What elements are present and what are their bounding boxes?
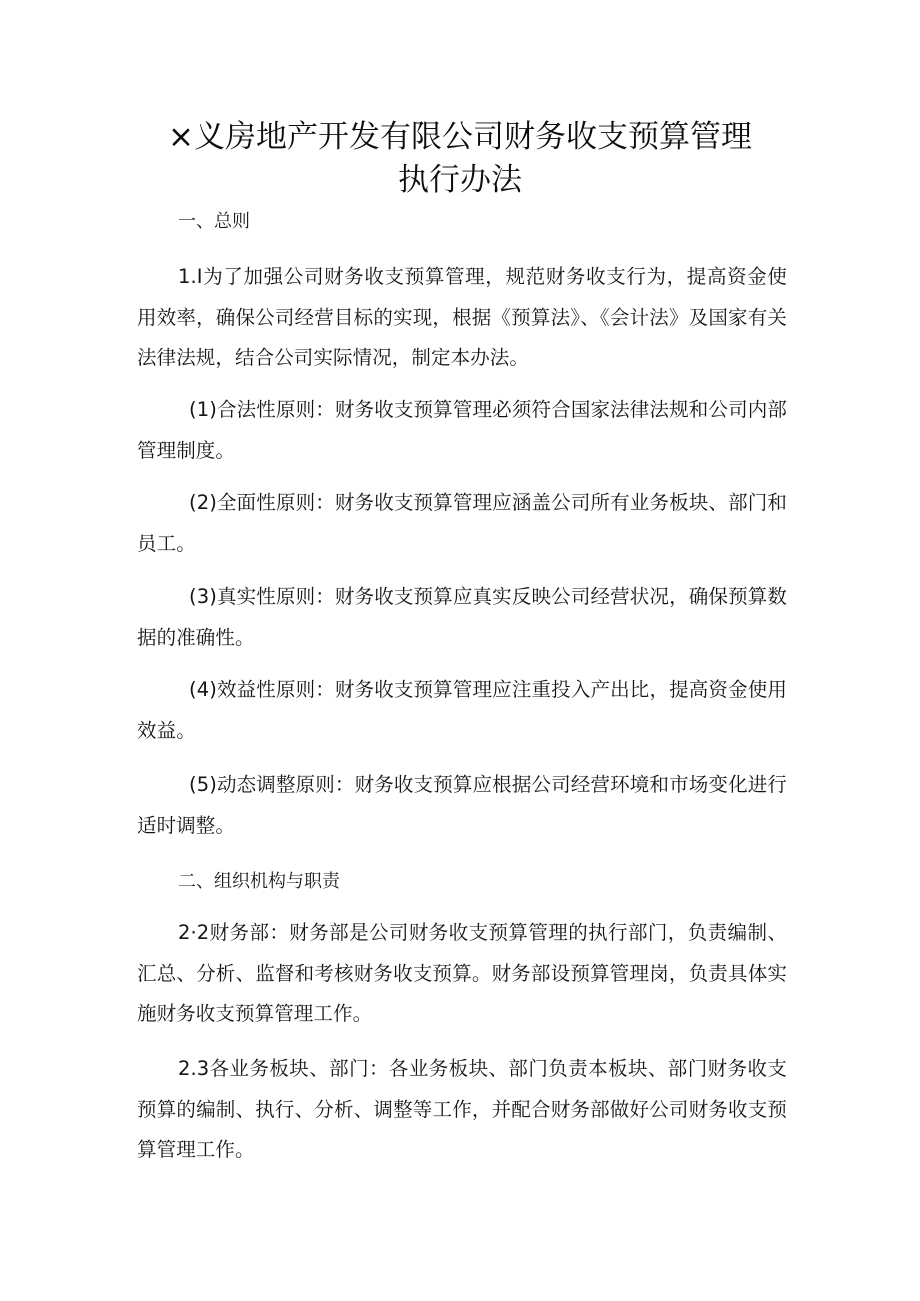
paragraph-principle-legality: (1)合法性原则：财务收支预算管理必须符合国家法律法规和公司内部管理制度。 <box>137 398 787 462</box>
paragraph-principle-comprehensiveness: (2)全面性原则：财务收支预算管理应涵盖公司所有业务板块、部门和员工。 <box>137 491 787 555</box>
document-title-line-1: ×义房地产开发有限公司财务收支预算管理 <box>168 119 752 155</box>
paragraph-principle-authenticity: (3)真实性原则：财务收支预算应真实反映公司经营状况，确保预算数据的准确性。 <box>137 585 787 649</box>
section-heading-general: 一、总则 <box>178 211 250 232</box>
paragraph-2-2-finance-dept: 2·2财务部：财务部是公司财务收支预算管理的执行部门，负责编制、汇总、分析、监督和考核财务收支预算。财务部设预算管理岗，负责具体实施财务收支预算管理工作。 <box>137 921 787 1025</box>
document-title-line-2: 执行办法 <box>398 162 522 198</box>
paragraph-2-3-business-units: 2.3各业务板块、部门：各业务板块、部门负责本板块、部门财务收支预算的编制、执行、分析、调整等工作，并配合财务部做好公司财务收支预算管理工作。 <box>137 1057 787 1161</box>
paragraph-1-1: 1.I为了加强公司财务收支预算管理，规范财务收支行为，提高资金使用效率，确保公司经营目标的实现，根据《预算法》、《会计法》及国家有关法律法规，结合公司实际情况，制定本办法。 <box>137 265 787 369</box>
paragraph-principle-efficiency: (4)效益性原则：财务收支预算管理应注重投入产出比，提高资金使用效益。 <box>137 678 787 742</box>
section-heading-organization: 二、组织机构与职责 <box>178 871 340 892</box>
paragraph-principle-dynamic-adjustment: (5)动态调整原则：财务收支预算应根据公司经营环境和市场变化进行适时调整。 <box>137 773 787 837</box>
